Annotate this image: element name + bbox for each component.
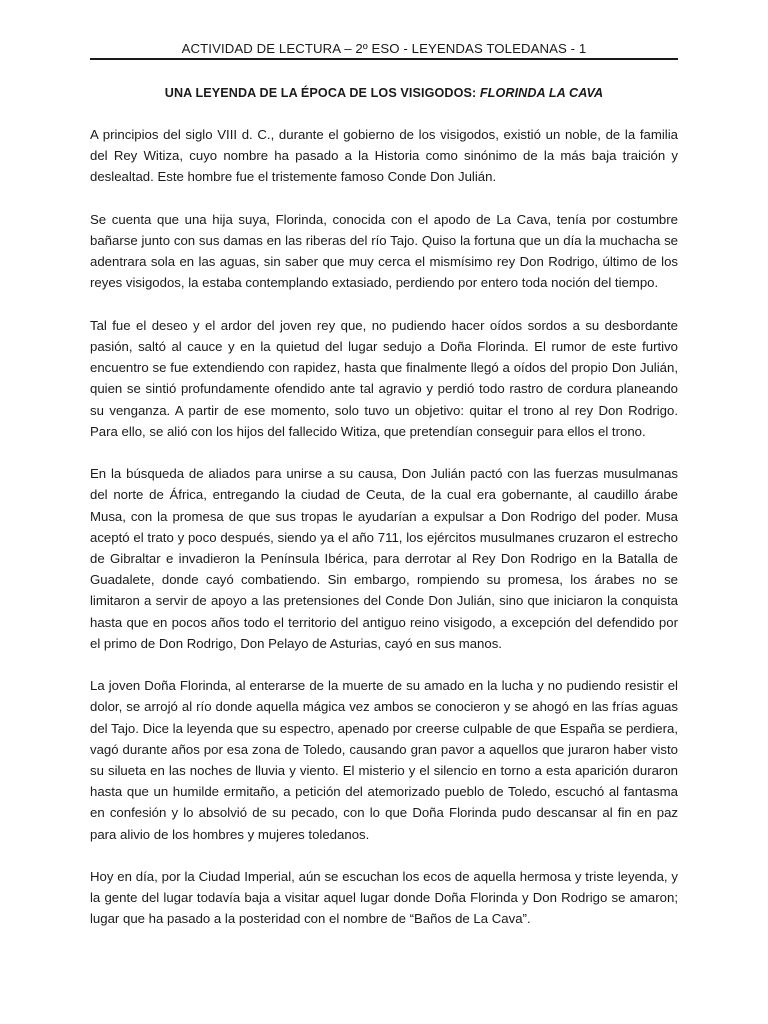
paragraph: La joven Doña Florinda, al enterarse de la muerte de su amado en la lucha y no pudiendo resistir el dolor, se arrojó al río donde aquella mágica vez ambos se conocieron y se ahogó en las frías aguas del Tajo. Dice la leyenda que su espectro, apenado por creerse culpable de que España se perdiera, vagó durante años por esa zona de Toledo, causando gran pavor a aquellos que juraron haber visto su silueta en las noches de lluvia y viento. El misterio y el silencio en torno a esta aparición duraron hasta que un humilde ermitaño, a petición del atemorizado pueblo de Toledo, escuchó al fantasma en confesión y lo absolvió de su pecado, con lo que Doña Florinda pudo descansar al fin en paz para alivio de los hombres y mujeres toledanos. bbox=[90, 678, 678, 842]
document-body bbox=[90, 124, 678, 951]
header-rule bbox=[90, 58, 678, 60]
document-title bbox=[90, 84, 678, 102]
title-italic: FLORINDA LA CAVA bbox=[479, 86, 604, 100]
paragraph: Hoy en día, por la Ciudad Imperial, aún se escuchan los ecos de aquella hermosa y triste leyenda, y la gente del lugar todavía baja a visitar aquel lugar donde Doña Florinda y Don Rodrigo se amaron; lugar que ha pasado a la posteridad con el nombre de “Baños de La Cava”. bbox=[90, 869, 678, 927]
page-header: ACTIVIDAD DE LECTURA – 2º ESO - LEYENDAS TOLEDANAS - 1 bbox=[181, 41, 587, 56]
paragraph: A principios del siglo VIII d. C., durante el gobierno de los visigodos, existió un noble, de la familia del Rey Witiza, cuyo nombre ha pasado a la Historia como sinónimo de la más baja traición y deslealtad. Este hombre fue el tristemente famoso Conde Don Julián. bbox=[90, 127, 678, 185]
paragraph: En la búsqueda de aliados para unirse a su causa, Don Julián pactó con las fuerzas musulmanas del norte de África, entregando la ciudad de Ceuta, de la cual era gobernante, al caudillo árabe Musa, con la promesa de que sus tropas le ayudarían a expulsar a Don Rodrigo del poder. Musa aceptó el trato y poco después, siendo ya el año 711, los ejércitos musulmanes cruzaron el estrecho de Gibraltar e invadieron la Península Ibérica, para derrotar al Rey Don Rodrigo en la Batalla de Guadalete, donde cayó combatiendo. Sin embargo, rompiendo su promesa, los árabes no se limitaron a servir de apoyo a las pretensiones del Conde Don Julián, sino que iniciaron la conquista hasta que en pocos años todo el territorio del antiguo reino visigodo, a excepción del defendido por el primo de Don Rodrigo, Don Pelayo de Asturias, cayó en sus manos. bbox=[90, 466, 678, 651]
paragraph: Se cuenta que una hija suya, Florinda, conocida con el apodo de La Cava, tenía por costumbre bañarse junto con sus damas en las riberas del río Tajo. Quiso la fortuna que un día la muchacha se adentrara sola en las aguas, sin saber que muy cerca el mismísimo rey Don Rodrigo, último de los reyes visigodos, la estaba contemplando extasiado, perdiendo por entero toda noción del tiempo. bbox=[90, 211, 678, 291]
paragraph: Tal fue el deseo y el ardor del joven rey que, no pudiendo hacer oídos sordos a su desbordante pasión, saltó al cauce y en la quietud del lugar sedujo a Doña Florinda. El rumor de este furtivo encuentro se fue extendiendo con rapidez, hasta que finalmente llegó a oídos del propio Don Julián, quien se sintió profundamente ofendido ante tal agravio y perdió todo rastro de cordura planeando su venganza. A partir de ese momento, solo tuvo un objetivo: quitar el trono al rey Don Rodrigo. Para ello, se alió con los hijos del fallecido Witiza, que pretendían conseguir para ellos el trono. bbox=[90, 317, 678, 439]
title-prefix: UNA LEYENDA DE LA ÉPOCA DE LOS VISIGODOS: bbox=[164, 86, 480, 100]
